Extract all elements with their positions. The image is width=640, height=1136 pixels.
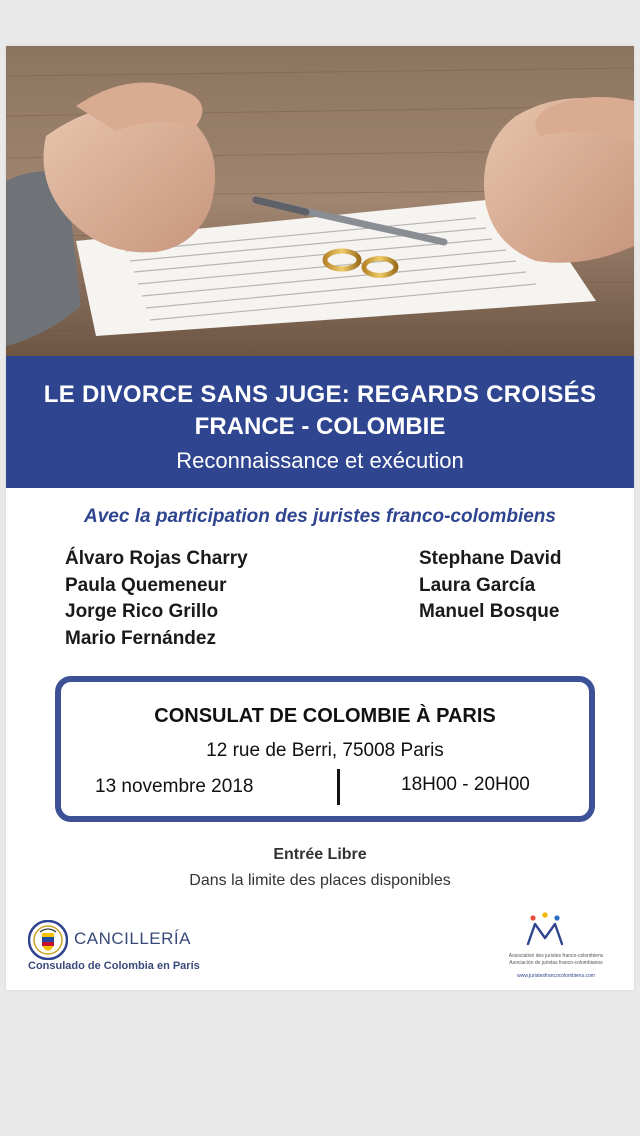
event-title-line1: LE DIVORCE SANS JUGE: REGARDS CROISÉS (43, 381, 597, 408)
venue-address: 12 rue de Berri, 75008 Paris (206, 740, 444, 761)
association-website: www.juristesfrancocolombiens.com (517, 973, 595, 979)
cancilleria-name: CANCILLERÍA (74, 929, 191, 948)
free-entry-label: Entrée Libre (273, 846, 367, 863)
title-banner (6, 356, 634, 488)
association-name-fr: Association des juristes franco-colombiens (508, 953, 604, 959)
event-time: 18H00 - 20H00 (401, 774, 530, 795)
colombia-coat-of-arms-icon (28, 920, 68, 960)
event-title-line2: FRANCE - COLOMBIE (194, 413, 446, 440)
venue-name: CONSULAT DE COLOMBIE À PARIS (154, 705, 496, 727)
speaker-name: Stephane David (419, 548, 562, 569)
speaker-name: Laura García (419, 574, 536, 596)
event-poster (6, 46, 634, 990)
speaker-name: Jorge Rico Grillo (65, 601, 219, 623)
venue-details-box (55, 676, 595, 822)
event-subtitle: Reconnaissance et exécution (176, 448, 464, 473)
consulate-subtitle: Consulado de Colombia en París (28, 960, 200, 972)
event-date: 13 novembre 2018 (95, 776, 254, 797)
juristes-association-logo-icon (524, 912, 566, 946)
participation-heading: Avec la participation des juristes franco-colombiens (84, 506, 556, 527)
speaker-name: Mario Fernández (65, 628, 216, 650)
divorce-table-photo (6, 46, 634, 356)
speaker-name: Manuel Bosque (419, 601, 560, 623)
speaker-name: Álvaro Rojas Charry (65, 548, 248, 569)
date-time-divider (337, 769, 340, 805)
speakers-left-column (65, 546, 248, 653)
seating-note: Dans la limite des places disponibles (189, 872, 451, 889)
speakers-right-column (419, 546, 562, 626)
association-name-es: Asociación de juristas franco-colombianos (509, 960, 603, 966)
speaker-name: Paula Quemeneur (65, 574, 227, 596)
